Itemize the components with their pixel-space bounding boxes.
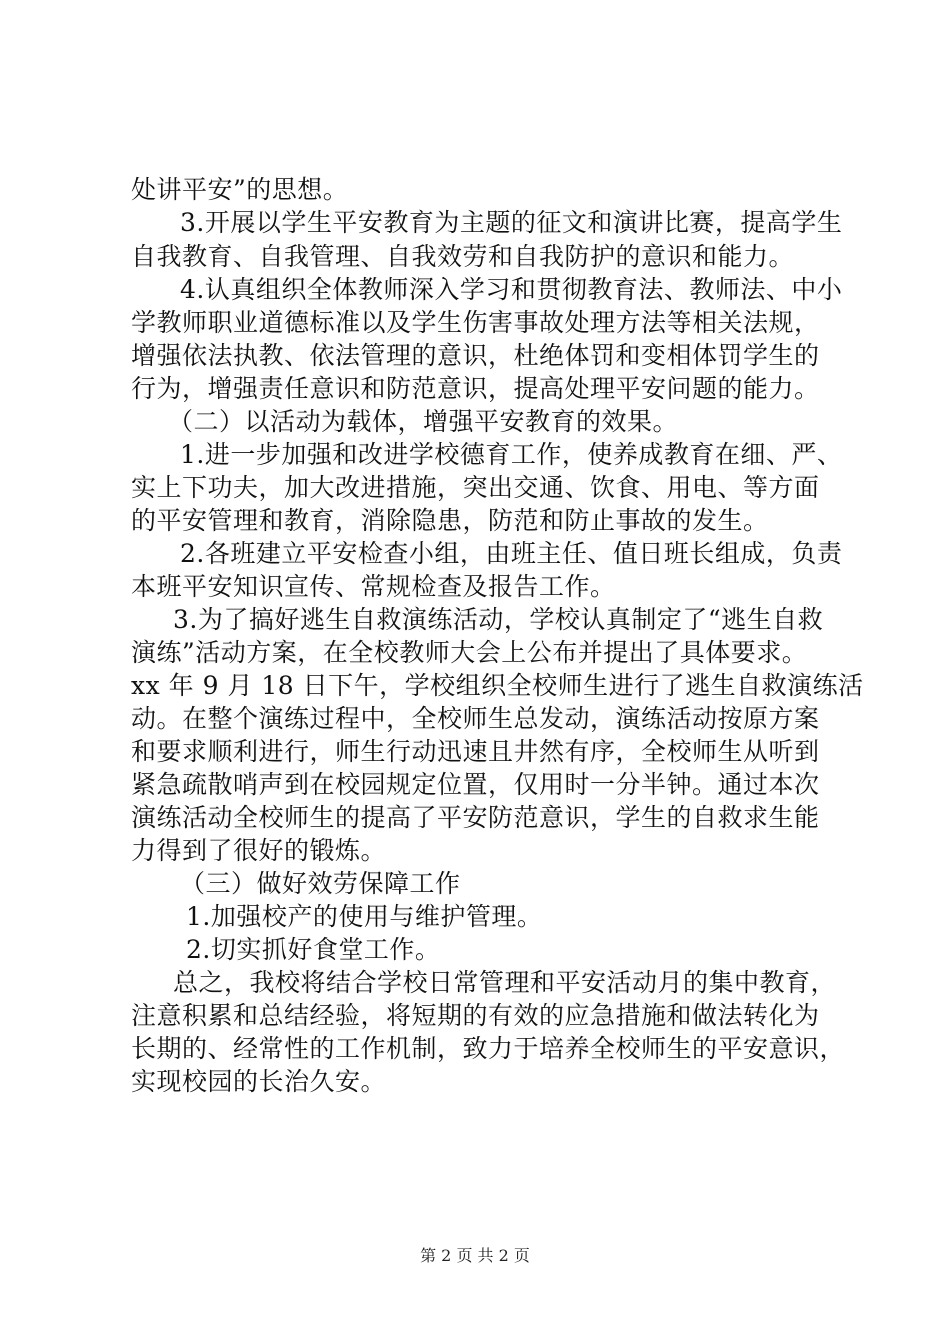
text-line: 实上下功夫，加大改进措施，突出交通、饮食、用电、等方面: [131, 473, 820, 502]
text-line: 的平安管理和教育，消除隐患，防范和防止事故的发生。: [131, 506, 769, 535]
section-heading: （二）以活动为载体，增强平安教育的效果。: [168, 407, 679, 436]
text-line: 演练”活动方案，在全校教师大会上公布并提出了具体要求。: [131, 638, 808, 667]
text-line: 2.切实抓好食堂工作。: [186, 935, 441, 964]
text-line: 长期的、经常性的工作机制，致力于培养全校师生的平安意识，: [131, 1034, 846, 1063]
text-line: xx 年 9 月 18 日下午，学校组织全校师生进行了逃生自救演练活: [131, 671, 864, 700]
text-line: 学教师职业道德标准以及学生伤害事故处理方法等相关法规，: [131, 308, 820, 337]
text-line: 力得到了很好的锻炼。: [131, 836, 387, 865]
text-line: 和要求顺利进行，师生行动迅速且井然有序，全校师生从听到: [131, 737, 820, 766]
text-line: 注意积累和总结经验，将短期的有效的应急措施和做法转化为: [131, 1001, 820, 1030]
text-line: 2.各班建立平安检查小组，由班主任、值日班长组成，负责: [180, 539, 843, 568]
text-line: 3.为了搞好逃生自救演练活动，学校认真制定了“逃生自救: [173, 605, 824, 634]
text-line: 3.开展以学生平安教育为主题的征文和演讲比赛，提高学生: [180, 208, 843, 237]
text-line: 行为，增强责任意识和防范意识，提高处理平安问题的能力。: [131, 374, 820, 403]
text-line: 总之，我校将结合学校日常管理和平安活动月的集中教育，: [173, 968, 837, 997]
text-line: 实现校园的长治久安。: [131, 1067, 387, 1096]
text-line: 紧急疏散哨声到在校园规定位置，仅用时一分半钟。通过本次: [131, 770, 820, 799]
text-line: 自我教育、自我管理、自我效劳和自我防护的意识和能力。: [131, 242, 795, 271]
text-line: 增强依法执教、依法管理的意识，杜绝体罚和变相体罚学生的: [131, 341, 820, 370]
text-line: 本班平安知识宣传、常规检查及报告工作。: [131, 572, 616, 601]
text-line: 演练活动全校师生的提高了平安防范意识，学生的自救求生能: [131, 803, 820, 832]
text-line: 4.认真组织全体教师深入学习和贯彻教育法、教师法、中小: [180, 275, 843, 304]
section-heading: （三）做好效劳保障工作: [180, 869, 461, 898]
text-line: 1.进一步加强和改进学校德育工作，使养成教育在细、严、: [180, 440, 843, 469]
text-line: 1.加强校产的使用与维护管理。: [186, 902, 543, 931]
page-number: 第 2 页 共 2 页: [420, 1246, 530, 1265]
text-line: 处讲平安”的思想。: [131, 175, 349, 204]
text-line: 动。在整个演练过程中，全校师生总发动，演练活动按原方案: [131, 704, 820, 733]
